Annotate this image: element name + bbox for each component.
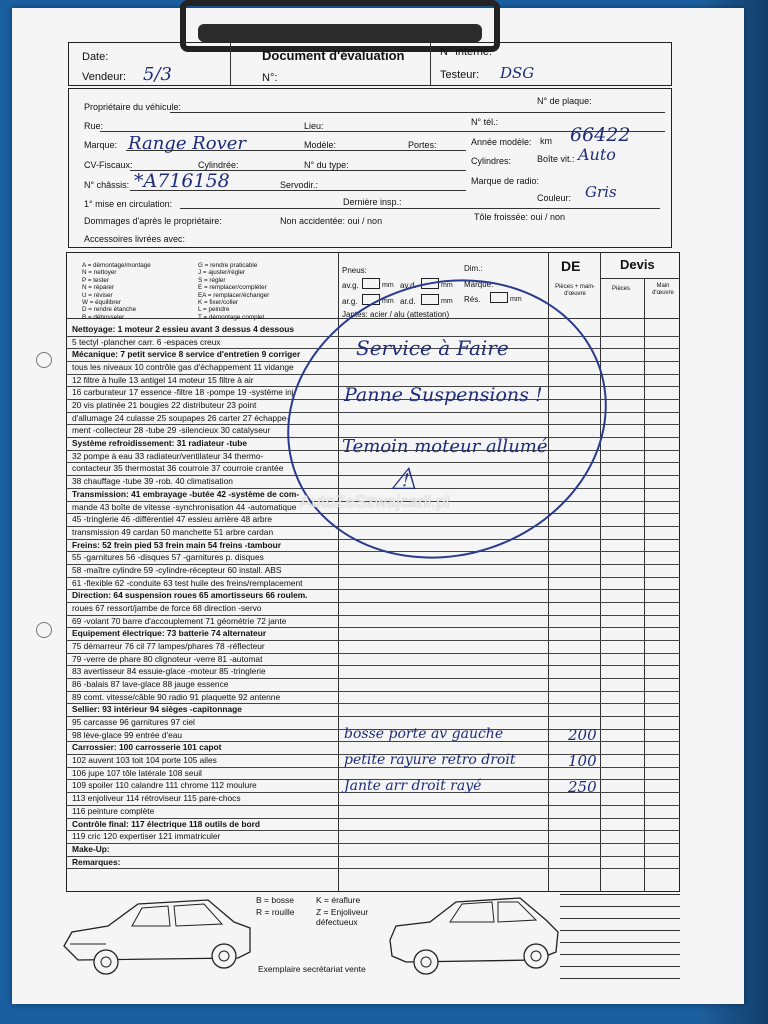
marque-label: Marque: [84,140,118,150]
checklist-row: 58 -maître cylindre 59 -cylindre-récepteur 60 install. ABS [72,564,282,575]
checklist-row-text: Freins: 52 frein pied 53 frein main 54 freins -tambour [72,539,281,550]
boite-label: Boîte vit.: [537,154,575,164]
checklist-row: 45 -tringlerie 46 -différentiel 47 essieu arrière 48 arbre [72,514,273,525]
checklist-row: 75 démarreur 76 cil 77 lampes/phares 78 -réflecteur [72,641,265,651]
checklist-row: transmission 49 cardan 50 manchette 51 arbre cardan [72,526,274,537]
checklist-row-text: Remarques: [72,856,121,867]
checklist-row [72,590,308,600]
no-label: N°: [262,72,278,84]
checklist-row: 98 lève-glace 99 entrée d'eau [72,729,183,740]
damage-item-3: Jante arr droit rayé [344,778,482,794]
car-diagram-left-icon [58,888,258,984]
note-service: Service à Faire [356,336,509,360]
derniere-insp-label: Dernière insp.: [343,197,402,207]
vendeur-label: Vendeur: [82,71,127,83]
legend-enjoliveur: Z = Enjoliveur défectueux [316,907,369,927]
dim-label: Dim.: [464,264,483,273]
checklist-row [72,489,299,499]
devis-header: Devis [620,257,655,272]
checklist-row: 116 peinture complète [72,805,155,816]
checklist-row-text: Nettoyage: 1 moteur 2 essieu avant 3 dessus 4 dessous [72,324,295,334]
non-accidentee-label: Non accidentée: oui / non [280,216,383,226]
pieces-main-header: Pièces + main-d'œuvre [555,284,595,297]
checklist-row: 106 jupe 107 tôle latérale 108 seuil [72,767,202,778]
portes-label: Portes: [408,140,437,150]
circulation-label: 1° mise en circulation: [84,199,173,209]
checklist-row [72,844,110,854]
punch-hole [36,622,52,638]
checklist-row [72,742,221,752]
warning-icon: ⚠ [390,462,417,497]
km-value: 66422 [570,124,631,146]
checklist-row: 119 cric 120 expertiser 121 immatriculer [72,831,221,842]
cv-fiscaux-label: CV-Fiscaux: [84,160,133,170]
checklist-row: 16 carburateur 17 essence -filtre 18 -pompe 19 -système inj. [72,387,296,398]
de-header: DE [561,258,581,274]
arg-label: ar.g. [342,297,358,306]
checklist-row-text: Equipement électrique: 73 batterie 74 alternateur [72,628,267,639]
checklist-row [72,349,300,359]
checklist-row-text: Carrossier: 100 carrosserie 101 capot [72,742,222,753]
couleur-value: Gris [585,183,617,201]
checklist-row: 69 -volant 70 barre d'accouplement 71 géométrie 72 jante [72,615,287,626]
avd-label: av.d. [400,281,417,290]
watermark: AutoZeSzwajcarii.pl [300,492,450,511]
lieu-label: Lieu: [304,121,324,131]
annee-label: Année modèle: [471,137,532,147]
date-label: Date: [82,51,109,63]
checklist-row: 86 -balais 87 lave-glace 88 jauge essence [72,679,229,690]
checklist-row-text: Système refroidissement: 31 radiateur -tube [72,438,248,449]
legend-codes-left: A = démontage/montage N = nettoyer P = tester N = réparer U = réviser W = équilibrer D = rendre étanche B = débosseler [82,262,151,321]
checklist-row: 113 enjoliveur 114 rétroviseur 115 pare-chocs [72,793,241,804]
checklist-row: 83 avertisseur 84 essuie-glace -moteur 85 -tringlerie [72,666,266,677]
radio-label: Marque de radio: [471,176,540,186]
note-suspension: Panne Suspensions ! [344,384,543,406]
no-type-label: N° du type: [304,160,349,170]
damage-price-1: 200 [568,726,597,744]
vendeur-value: 5/3 [143,64,172,85]
checklist-row [72,324,294,334]
checklist-row: mande 43 boîte de vitesse -synchronisation 44 -automatique [72,501,297,512]
checklist-row [72,540,281,550]
damage-price-2: 100 [568,752,597,770]
modele-label: Modèle: [304,140,337,150]
dommages-label: Dommages d'après le propriétaire: [84,216,222,226]
page-title: Document d'évaluation [262,48,405,63]
checklist-row: 79 -verre de phare 80 clignoteur -verre 81 -automat [72,653,263,664]
checklist-row-text: Mécanique: 7 petit service 8 service d'entretien 9 corriger [72,349,301,360]
plaque-label: N° de plaque: [537,96,592,106]
boite-value: Auto [578,145,616,164]
cylindres-label: Cylindres: [471,156,512,166]
tole-froissee-label: Tôle froissée: oui / non [474,212,566,222]
couleur-label: Couleur: [537,193,572,203]
checklist-row [72,819,260,829]
main-oeuvre-header: Main d'œuvre [652,283,674,296]
checklist-row-text: Direction: 64 suspension roues 65 amortisseurs 66 roulem. [72,590,308,601]
checklist-row: 12 filtre à huile 13 antigel 14 moteur 15 filtre à air [72,374,254,385]
car-diagram-right-icon [386,890,566,982]
checklist-row: contacteur 35 thermostat 36 courroie 37 courroie crantée [72,463,284,474]
checklist-row [72,438,247,448]
pieces-header: Pièces [612,286,631,292]
no-interne-label: N° interne: [440,46,493,58]
checklist-row-text: Transmission: 41 embrayage -butée 42 -système de com- [72,488,300,499]
pneus-label: Pneus: [342,266,367,275]
checklist-row: 102 auvent 103 toit 104 porte 105 ailes [72,755,217,766]
checklist-row [72,857,120,867]
checklist-row-text: Make-Up: [72,843,110,854]
km-label: km [540,136,552,146]
checklist-row: 89 comt. vitesse/câble 90 radio 91 plaquette 92 antenne [72,691,281,702]
checklist-row-text: Contrôle final: 117 électrique 118 outils de bord [72,818,261,829]
checklist-row: 32 pompe à eau 33 radiateur/ventilateur 34 thermo- [72,450,264,461]
ard-label: ar.d. [400,297,416,306]
checklist-row: 95 carcasse 96 garnitures 97 ciel [72,717,195,728]
checklist-row: 20 vis platinée 21 bougies 22 distributeur 23 point [72,400,257,411]
testeur-value: DSG [500,64,535,82]
tel-label: N° tél.: [471,117,499,127]
rue-label: Rue: [84,121,104,131]
checklist-row: 55 -garnitures 56 -disques 57 -garnitures p. disques [72,552,264,563]
checklist-row-text: Sellier: 93 intérieur 94 sièges -capitonnage [72,704,242,715]
legend-rouille: R = rouille [256,907,295,917]
note-temoin: Temoin moteur allumé [342,436,548,457]
marque-value: Range Rover [128,133,247,154]
exemplaire-label: Exemplaire secrétariat vente [258,964,366,974]
legend-eraflure: K = éraflure [316,895,361,905]
checklist-row: roues 67 ressort/jambe de force 68 direction -servo [72,602,262,613]
avg-label: av.g. [342,281,359,290]
damage-item-2: petite rayure retro droit [344,752,516,768]
checklist-row: 38 chauffage -tube 39 -rob. 40 climatisation [72,476,233,487]
cylindree-label: Cylindrée: [198,160,239,170]
avg-box[interactable] [362,278,380,289]
accessoires-label: Accessoires livrées avec: [84,234,186,244]
checklist-row: 5 tectyl -plancher carr. 6 -espaces creux [72,336,221,347]
checklist-row: 61 -flexible 62 -conduite 63 test huile des freins/remplacement [72,577,303,588]
legend-codes-right: G = rendre praticable J = ajuster/régler S = régler E = remplacer/compléter EA = remplacer/échanger K = fixer/coller L = peindre T = démontage complet [198,262,270,321]
testeur-label: Testeur: [440,69,480,81]
damage-item-1: bosse porte av gauche [344,726,504,742]
checklist-row [72,628,266,638]
damage-price-3: 250 [568,778,597,796]
checklist-row: tous les niveaux 10 contrôle gas d'échappement 11 vidange [72,362,294,373]
tyre-marque-label: Marque: [464,280,494,289]
punch-hole [36,352,52,368]
chassis-value: *A716158 [134,170,230,192]
jantes-label: Jantes: acier / alu (attestation) [342,310,450,319]
servodir-label: Servodir.: [280,180,319,190]
checklist-row: 109 spoiler 110 calandre 111 chrome 112 moulure [72,780,257,791]
checklist-row: d'allumage 24 culasse 25 soupapes 26 carter 27 échappe- [72,412,290,423]
chassis-label: N° châssis: [84,180,130,190]
legend-bosse: B = bosse [256,895,295,905]
proprietaire-label: Propriétaire du véhicule: [84,102,182,112]
checklist-row [72,704,242,714]
checklist-row: ment -collecteur 28 -tube 29 -silencieux 30 catalyseur [72,425,271,436]
res-label: Rés. [464,295,481,304]
